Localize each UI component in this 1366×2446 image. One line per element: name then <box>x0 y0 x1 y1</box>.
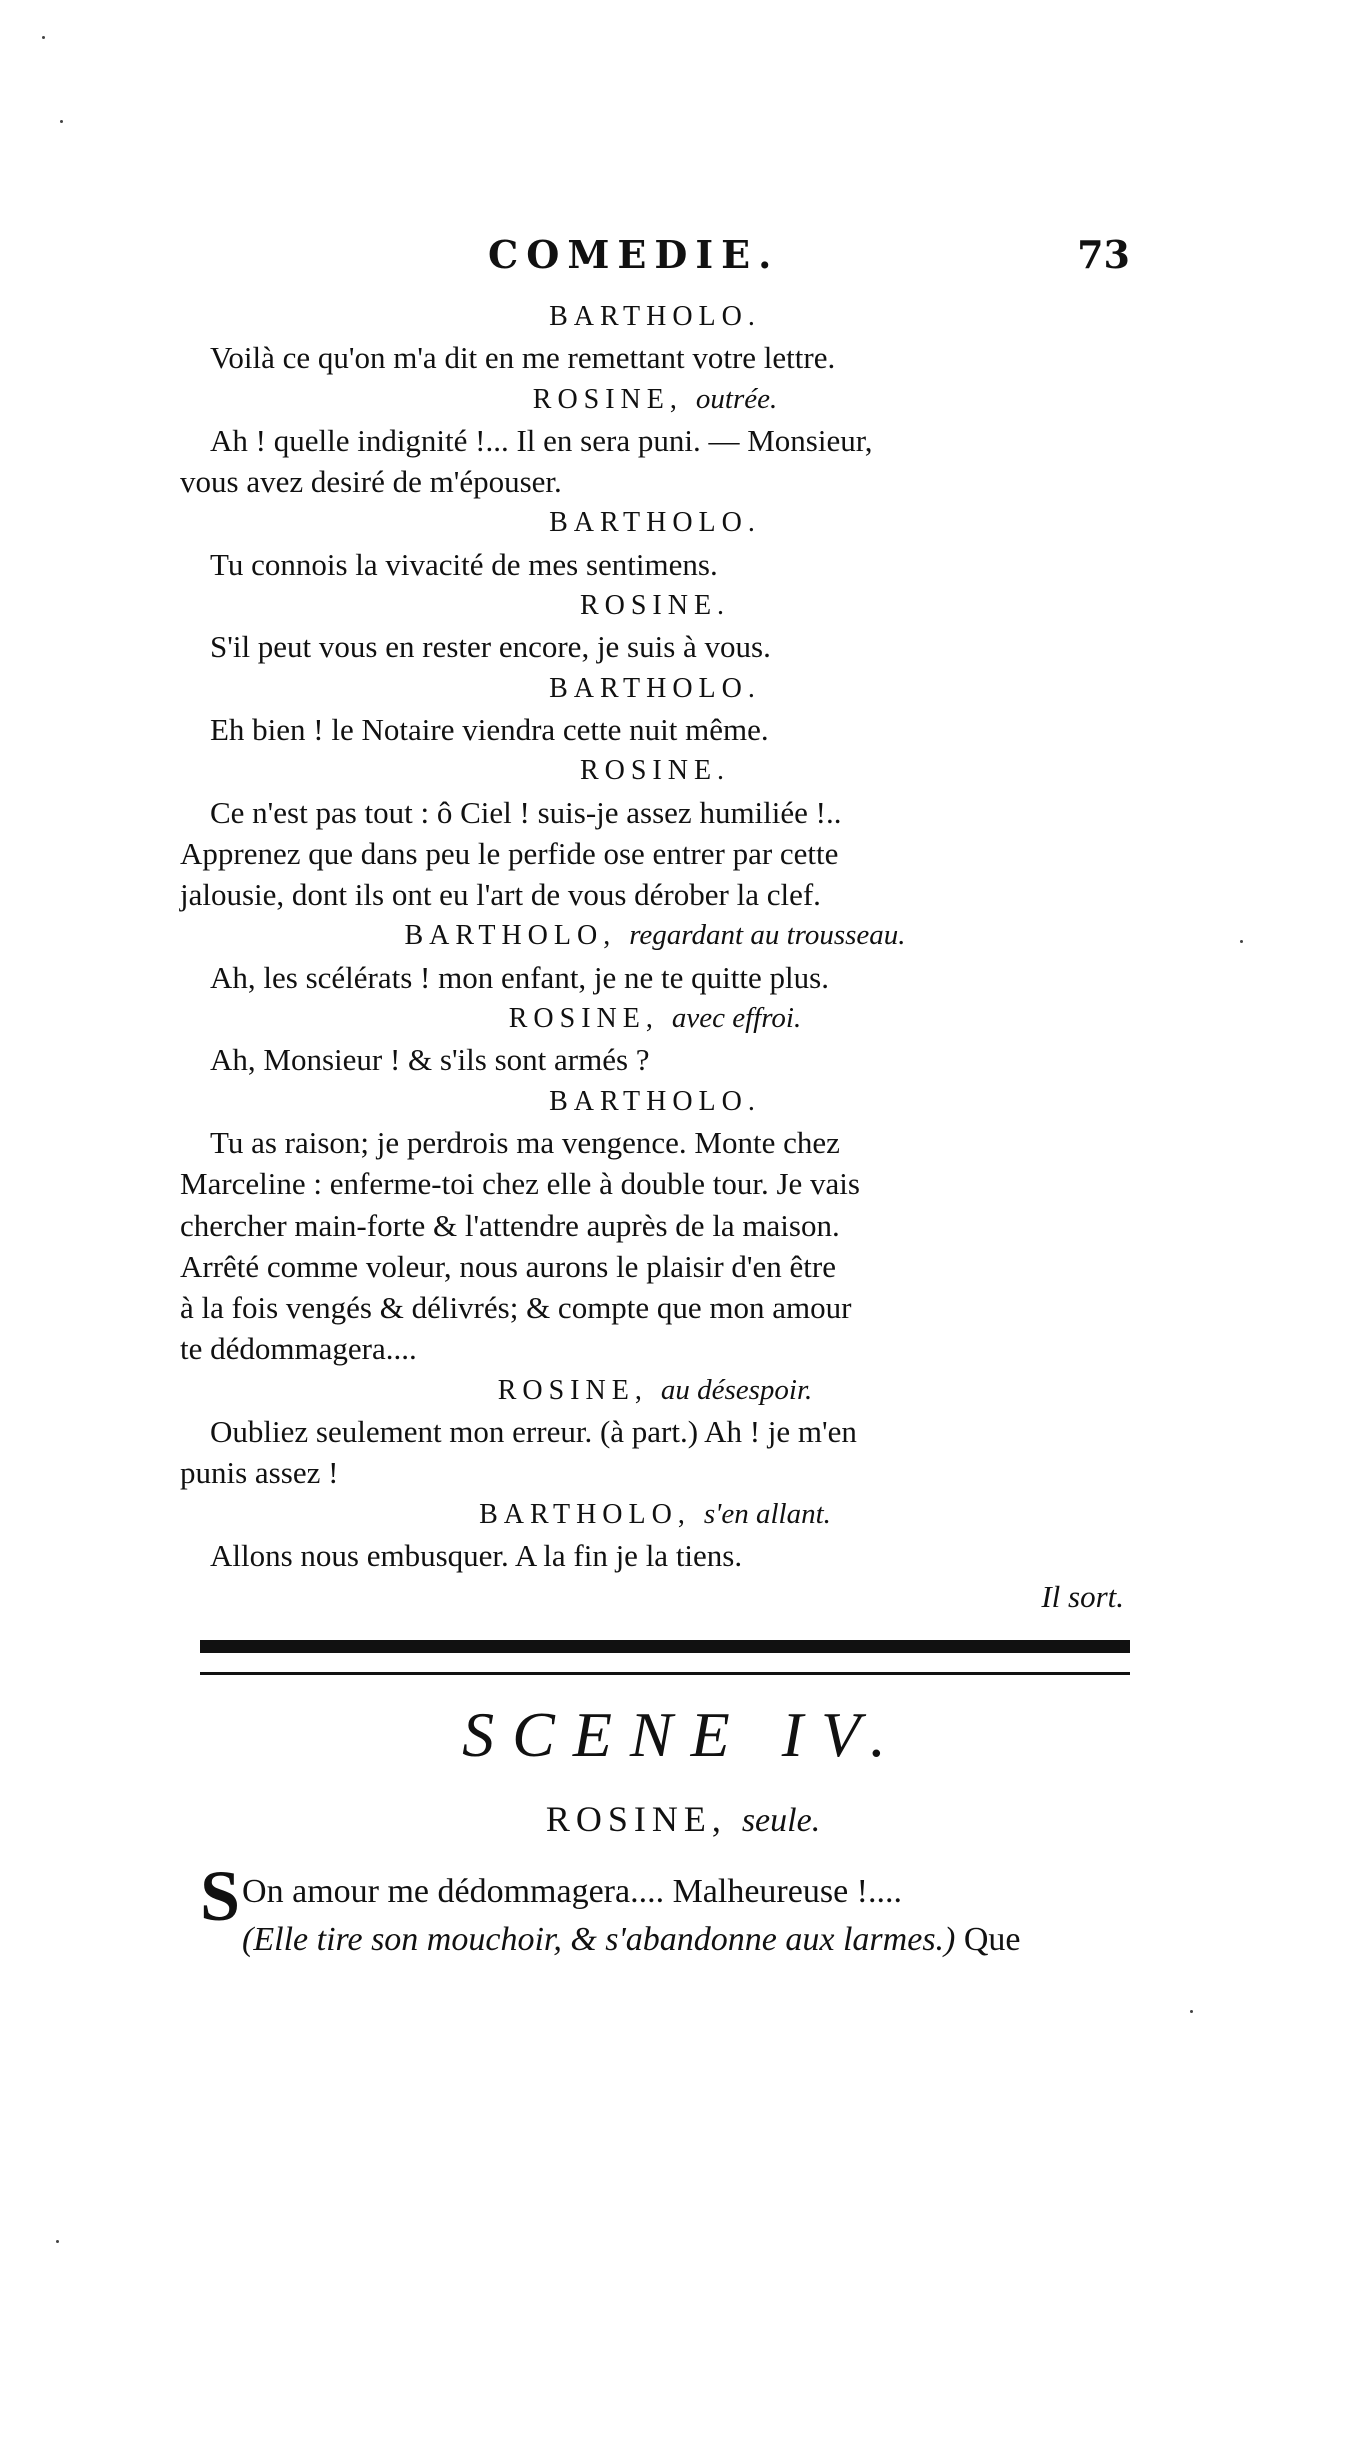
speaker-heading <box>180 1081 1130 1122</box>
drop-cap: S <box>200 1856 241 1936</box>
paper-speck <box>1190 2010 1193 2013</box>
speaker-heading <box>180 502 1130 543</box>
scene-opening-text <box>200 1856 1130 1964</box>
speaker-stage-direction: s'en allant. <box>703 1497 831 1530</box>
dialogue-block <box>180 296 1130 1618</box>
scene-speaker-name: ROSINE, <box>545 1799 727 1839</box>
running-title: COMEDIE. <box>488 232 780 277</box>
dialogue-line: Oubliez seulement mon erreur. (à part.) Ah ! je m'en <box>210 1414 857 1450</box>
speaker-name: ROSINE, <box>497 1374 648 1406</box>
speaker-name: ROSINE, <box>532 383 683 415</box>
dialogue-line: punis assez ! <box>180 1455 339 1491</box>
scene-speaker-stage: seule. <box>741 1802 821 1839</box>
scene-line-2 <box>200 1916 1130 1964</box>
scene-stage-direction: (Elle tire son mouchoir, & s'abandonne aux larmes.) <box>242 1921 956 1958</box>
speaker-heading <box>180 998 1130 1039</box>
dialogue-line: Ah, Monsieur ! & s'ils sont armés ? <box>210 1042 650 1078</box>
speaker-heading <box>180 585 1130 626</box>
dialogue-line: Ah ! quelle indignité !... Il en sera puni. — Monsieur, <box>210 422 873 458</box>
paper-speck <box>56 2240 59 2243</box>
dialogue-line: à la fois vengés & délivrés; & compte que mon amour <box>180 1290 852 1326</box>
page-number: 73 <box>1077 232 1130 277</box>
dialogue-line: Eh bien ! le Notaire viendra cette nuit même. <box>210 711 769 747</box>
dialogue-line: Ah, les scélérats ! mon enfant, je ne te quitte plus. <box>210 959 829 995</box>
scene-line-1: On amour me dédommagera.... Malheureuse !.... <box>242 1873 902 1910</box>
dialogue-line: Tu as raison; je perdrois ma vengence. Monte chez <box>210 1124 840 1160</box>
scene-line-2-rest: Que <box>955 1921 1021 1958</box>
speaker-name: BARTHOLO, <box>479 1498 691 1530</box>
speaker-heading <box>180 750 1130 791</box>
speaker-heading <box>180 379 1130 420</box>
speaker-name: ROSINE. <box>579 755 731 787</box>
speaker-name: BARTHOLO. <box>549 301 761 332</box>
speaker-heading <box>180 1494 1130 1535</box>
dialogue-line: Arrêté comme voleur, nous aurons le plaisir d'en être <box>180 1248 836 1284</box>
speaker-stage-direction: regardant au trousseau. <box>629 919 906 952</box>
dialogue-line: Ce n'est pas tout : ô Ciel ! suis-je assez humiliée !.. <box>210 794 842 830</box>
paper-speck <box>42 36 45 39</box>
dialogue-line: chercher main-forte & l'attendre auprès de la maison. <box>180 1207 840 1243</box>
dialogue-line: te dédommagera.... <box>180 1331 417 1367</box>
speaker-heading <box>180 1370 1130 1411</box>
speaker-stage-direction: avec effroi. <box>671 1002 802 1035</box>
speaker-heading <box>180 668 1130 709</box>
section-divider-thick <box>200 1640 1130 1653</box>
dialogue-line: vous avez desiré de m'épouser. <box>180 464 562 500</box>
speaker-stage-direction: au désespoir. <box>660 1373 813 1406</box>
page-header <box>190 232 1130 292</box>
speaker-stage-direction: outrée. <box>695 382 778 415</box>
scene-speaker-heading <box>0 1798 1366 1840</box>
speaker-name: BARTHOLO. <box>549 672 761 704</box>
speaker-name: ROSINE. <box>579 590 731 622</box>
dialogue-line: S'il peut vous en rester encore, je suis à vous. <box>210 629 771 665</box>
speaker-name: BARTHOLO, <box>404 920 617 952</box>
dialogue-line: jalousie, dont ils ont eu l'art de vous dérober la clef. <box>180 877 821 913</box>
speaker-name: ROSINE, <box>508 1003 659 1035</box>
exit-stage-direction: Il sort. <box>1041 1579 1124 1615</box>
dialogue-line: Marceline : enferme-toi chez elle à double tour. Je vais <box>180 1166 860 1202</box>
speaker-name: BARTHOLO. <box>549 507 761 539</box>
section-divider-thin <box>200 1672 1130 1675</box>
scene-title: SCENE IV. <box>462 1699 904 1770</box>
paper-speck <box>1240 940 1243 943</box>
paper-speck <box>60 120 63 123</box>
dialogue-line: Apprenez que dans peu le perfide ose entrer par cette <box>180 835 839 871</box>
dialogue-line: Tu connois la vivacité de mes sentimens. <box>210 546 718 582</box>
speaker-heading <box>180 915 1130 956</box>
speaker-name: BARTHOLO. <box>549 1085 761 1117</box>
dialogue-line: Voilà ce qu'on m'a dit en me remettant votre lettre. <box>210 340 836 376</box>
dialogue-line: Allons nous embusquer. A la fin je la tiens. <box>210 1537 743 1573</box>
speaker-heading <box>180 296 1130 337</box>
